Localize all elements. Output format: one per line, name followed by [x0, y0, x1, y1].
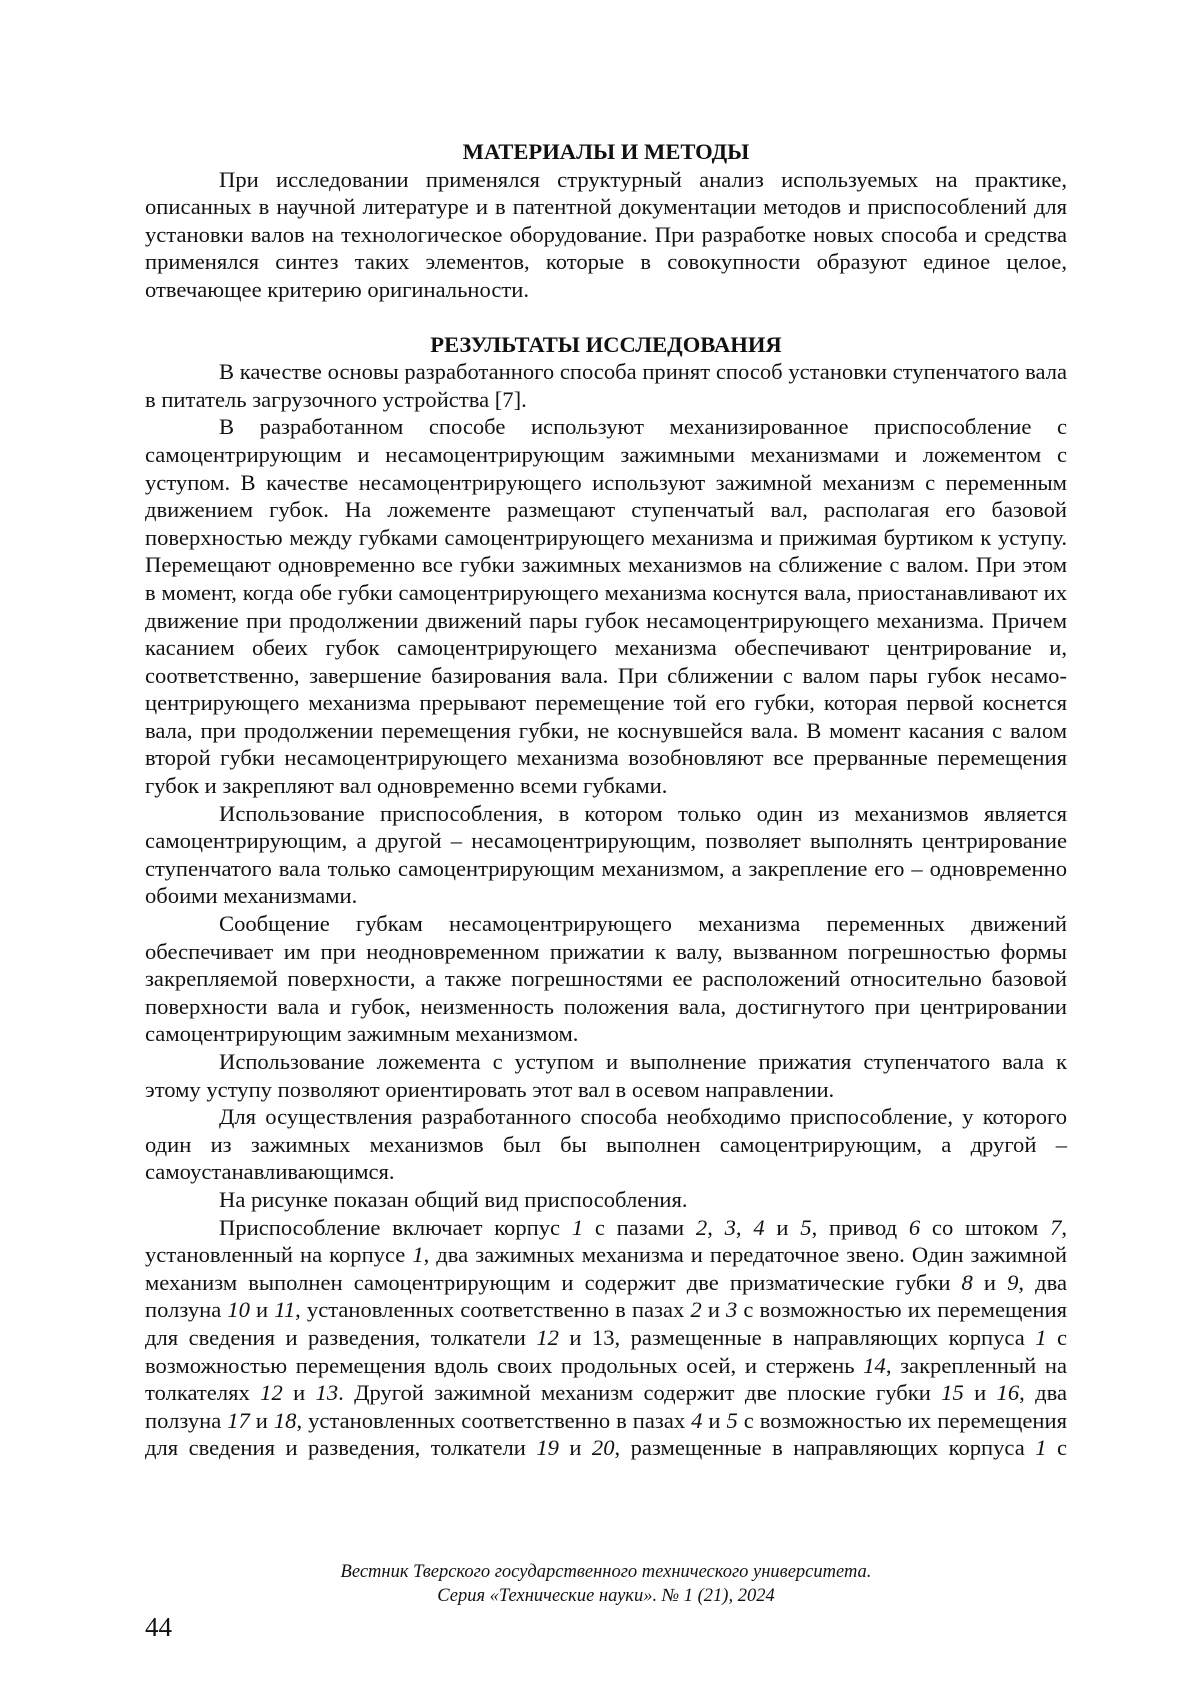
part-number: 1 — [412, 1242, 424, 1268]
part-number: 1 — [571, 1214, 584, 1240]
device-text: и — [249, 1297, 275, 1323]
device-text: и — [702, 1407, 727, 1433]
results-paragraph-4: Сообщение губкам несамоцентрирующего механизма переменных движений обеспечивает им при неодновременном прижатии к валу, вызванном погрешностью формы закрепляемой поверхности, а также погрешностями ее расположений относительно базовой поверхности вала и губок, неизменность положения вала, достигнутого при центрировании самоцентрирующим зажимным механизмом. — [145, 911, 1067, 1047]
part-number: 20 — [591, 1435, 615, 1461]
results-heading: РЕЗУЛЬТАТЫ ИССЛЕДОВАНИЯ — [430, 331, 782, 357]
part-number: 4 — [691, 1407, 703, 1433]
device-text: , два зажимных механизма и передаточное звено. Один зажимной механизм выполнен самоцентрирующим и содержит две призматические губки — [145, 1242, 1067, 1295]
journal-footer — [145, 1560, 1067, 1608]
part-number: 5 — [800, 1214, 812, 1240]
footer-journal-title: Вестник Тверского государственного технического университета. — [340, 1562, 872, 1582]
part-number: 12 — [260, 1380, 283, 1406]
part-number: 4 — [753, 1214, 765, 1240]
part-number: 9 — [1007, 1269, 1019, 1295]
device-text: и — [249, 1407, 274, 1433]
part-number: 6 — [908, 1214, 921, 1240]
part-number: 14 — [863, 1352, 886, 1378]
device-text: с пазами — [583, 1214, 696, 1240]
part-number: 8 — [961, 1269, 973, 1295]
part-number: 3 — [726, 1297, 738, 1323]
device-text: и — [558, 1435, 592, 1461]
part-number: 2 — [690, 1297, 702, 1323]
part-number: 7 — [1050, 1214, 1062, 1240]
part-number: 12 — [536, 1324, 559, 1350]
device-text: . Другой зажимной механизм содержит две плоские губки — [338, 1380, 942, 1406]
footer-series-issue: Серия «Технические науки». № 1 (21), 2024 — [437, 1586, 775, 1606]
device-text: с — [1046, 1435, 1067, 1461]
device-text: , привод — [811, 1214, 909, 1240]
device-text: , два ползуна — [145, 1380, 1068, 1433]
device-text: и — [963, 1380, 997, 1406]
page-content — [145, 138, 1067, 1462]
device-description-paragraph — [145, 1214, 1067, 1462]
device-text: , размещенные в направляющих корпуса — [614, 1435, 1036, 1461]
part-number: 18 — [273, 1407, 297, 1433]
device-text: , — [707, 1214, 725, 1240]
device-text: , два ползуна — [145, 1269, 1068, 1323]
part-number: 16 — [996, 1380, 1020, 1406]
device-text: и — [764, 1214, 801, 1240]
page-number: 44 — [145, 1612, 172, 1642]
part-number: 19 — [536, 1435, 559, 1461]
results-paragraph-6: Для осуществления разработанного способа необходимо приспособление, у которого один из зажимных механизмов был бы выполнен самоцентрирующим, а другой – самоустанавливающимся. — [145, 1104, 1067, 1185]
methods-paragraph: При исследовании применялся структурный анализ используемых на практике, описанных в научной литературе и в патентной документации методов и приспособлений для установки валов на технологическое оборудование. При разработке новых способа и средства применялся синтез таких элементов, которые в совокупности образуют единое целое, отвечающее критерию оригинальности. — [145, 166, 1067, 302]
device-text: , установленный на корпусе — [145, 1214, 1068, 1268]
part-number: 1 — [1035, 1324, 1047, 1350]
device-text: , установленных соответственно в пазах — [295, 1297, 691, 1323]
methods-heading: МАТЕРИАЛЫ И МЕТОДЫ — [462, 139, 750, 164]
part-number: 11 — [274, 1297, 296, 1323]
part-number: 15 — [941, 1380, 964, 1406]
part-number: 17 — [227, 1407, 250, 1433]
device-text: , закрепленный на толкателях — [145, 1352, 1068, 1406]
device-text: , — [735, 1214, 754, 1240]
part-number: 13 — [315, 1380, 339, 1406]
device-text: Приспособление включает корпус — [219, 1214, 572, 1240]
device-text: , установленных соответственно в пазах — [296, 1407, 692, 1433]
results-paragraph-5: Использование ложемента с уступом и выполнение прижатия ступенчатого вала к этому уступу позволяют ориентировать этот вал в осевом направлении. — [145, 1049, 1067, 1102]
part-number: 10 — [227, 1297, 250, 1323]
results-paragraph-3: Использование приспособления, в котором только один из механизмов является самоцентрирующим, а другой – несамоцентрирующим, позволяет выполнять центрирование ступенчатого вала только самоцентрирующим механизмом, а закрепление его – одновременно обоими механизмами. — [145, 800, 1067, 909]
device-text: с возможностью их перемещения для сведения и разведения, толкатели — [145, 1297, 1068, 1350]
device-text: и 13, размещенные в направляющих корпуса — [558, 1324, 1036, 1350]
part-number: 3 — [724, 1214, 736, 1240]
device-text: со штоком — [920, 1214, 1051, 1240]
results-paragraph-7: На рисунке показан общий вид приспособления. — [219, 1186, 688, 1212]
device-text: и — [282, 1380, 316, 1406]
results-paragraph-1: В качестве основы разработанного способа принят способ установки ступенчатого вала в питатель загрузочного устройства [7]. — [145, 359, 1067, 412]
device-text: с возможностью перемещения вдоль своих продольных осей, и стержень — [145, 1324, 1067, 1378]
part-number: 5 — [726, 1407, 738, 1433]
part-number: 2 — [695, 1214, 708, 1240]
device-text: и — [972, 1269, 1008, 1295]
part-number: 1 — [1035, 1435, 1047, 1461]
device-text: и — [701, 1297, 727, 1323]
results-paragraph-2: В разработанном способе используют механизированное приспособление с самоцентрирующим и несамоцентрирующим зажимными механизмами и ложементом с уступом. В качестве несамоцентрирующего используют зажимной механизм с переменным движением губок. На ложементе размещают ступенчатый вал, располагая его базовой поверхностью между губками самоцентрирующего механизма и прижимая буртиком к уступу. Перемещают одновременно все губки зажимных механизмов на сближение с валом. При этом в момент, когда обе губки самоцентрирующего механизма коснутся вала, приостанавливают их движение при продолжении движений пары губок несамоцентрирующего механизма. Причем касанием обеих губок самоцентрирующего механизма обеспечивают центрирование и, соответственно, завершение базирования вала. При сближении с валом пары губок несамо-центрирующего механизма прерывают перемещение той его губки, которая первой коснется вала, при продолжении перемещения губки, не коснувшейся вала. В момент касания с валом второй губки несамоцентрирующего механизма возобновляют все прерванные перемещения губок и закрепляют вал одновременно всеми губками. — [145, 414, 1067, 799]
device-text: с возможностью их перемещения для сведения и разведения, толкатели — [145, 1407, 1068, 1461]
